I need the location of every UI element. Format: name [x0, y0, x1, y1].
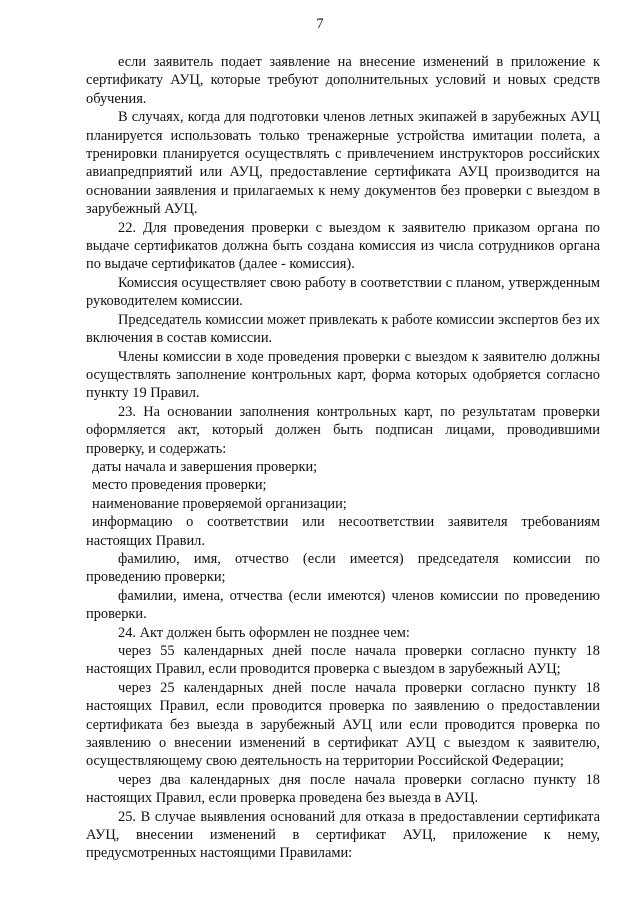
list-item: через 55 календарных дней после начала проверки согласно пункту 18 настоящих Правил, если проводится проверка с выездом в зарубежный АУЦ;	[86, 643, 600, 678]
paragraph: В случаях, когда для подготовки членов летных экипажей в зарубежных АУЦ планируется использовать только тренажерные устройства имитации полета, а тренировки планируется осуществлять с привлечением инструкторов российских авиапредприятий или АУЦ, предоставление сертификата АУЦ производится на основании заявления и прилагаемых к нему документов без проверки с выездом в зарубежный АУЦ.	[86, 109, 600, 218]
paragraph: 23. На основании заполнения контрольных карт, по результатам проверки оформляется акт, который должен быть подписан лицами, проводившими проверку, и содержать:	[86, 403, 600, 457]
paragraph: Комиссия осуществляет свою работу в соответствии с планом, утвержденным руководителем комиссии.	[86, 274, 600, 310]
paragraph: Члены комиссии в ходе проведения проверки с выездом к заявителю должны осуществлять заполнение контрольных карт, форма которых одобряется согласно пункту 19 Правил.	[86, 348, 600, 402]
paragraph: 24. Акт должен быть оформлен не позднее чем:	[118, 624, 410, 641]
page-number: 7	[316, 16, 324, 32]
list-item: фамилию, имя, отчество (если имеется) председателя комиссии по проведению проверки;	[86, 550, 600, 586]
paragraph: 25. В случае выявления оснований для отказа в предоставлении сертификата АУЦ, внесении изменений в сертификат АУЦ, приложение к нему, предусмотренных настоящими Правилами:	[86, 808, 600, 862]
paragraph: если заявитель подает заявление на внесение изменений в приложение к сертификату АУЦ, которые требуют дополнительных условий и новых средств обучения.	[86, 54, 600, 107]
document-body	[86, 53, 600, 863]
list-item: фамилии, имена, отчества (если имеются) членов комиссии по проведению проверки.	[86, 587, 600, 623]
list-item: наименование проверяемой организации;	[92, 495, 347, 512]
list-item: через 25 календарных дней после начала проверки согласно пункту 18 настоящих Правил, если проводится проверка по заявлению о предоставлении сертификата без выезда в зарубежный АУЦ или если проводится проверка по заявлению о внесении изменений в сертификат АУЦ с выездом к заявителю, осуществляющему свою деятельность на территории Российской Федерации;	[86, 679, 600, 770]
list-item: информацию о соответствии или несоответствии заявителя требованиям настоящих Правил.	[86, 514, 600, 549]
list-item: место проведения проверки;	[92, 477, 267, 494]
paragraph: Председатель комиссии может привлекать к работе комиссии экспертов без их включения в состав комиссии.	[86, 311, 600, 347]
paragraph: 22. Для проведения проверки с выездом к заявителю приказом органа по выдаче сертификатов должна быть создана комиссия из числа сотрудников органа по выдаче сертификатов (далее - комиссия).	[86, 219, 600, 273]
list-item: через два календарных дня после начала проверки согласно пункту 18 настоящих Правил, если проверка проведена без выезда в АУЦ.	[86, 771, 600, 807]
list-item: даты начала и завершения проверки;	[92, 458, 318, 475]
